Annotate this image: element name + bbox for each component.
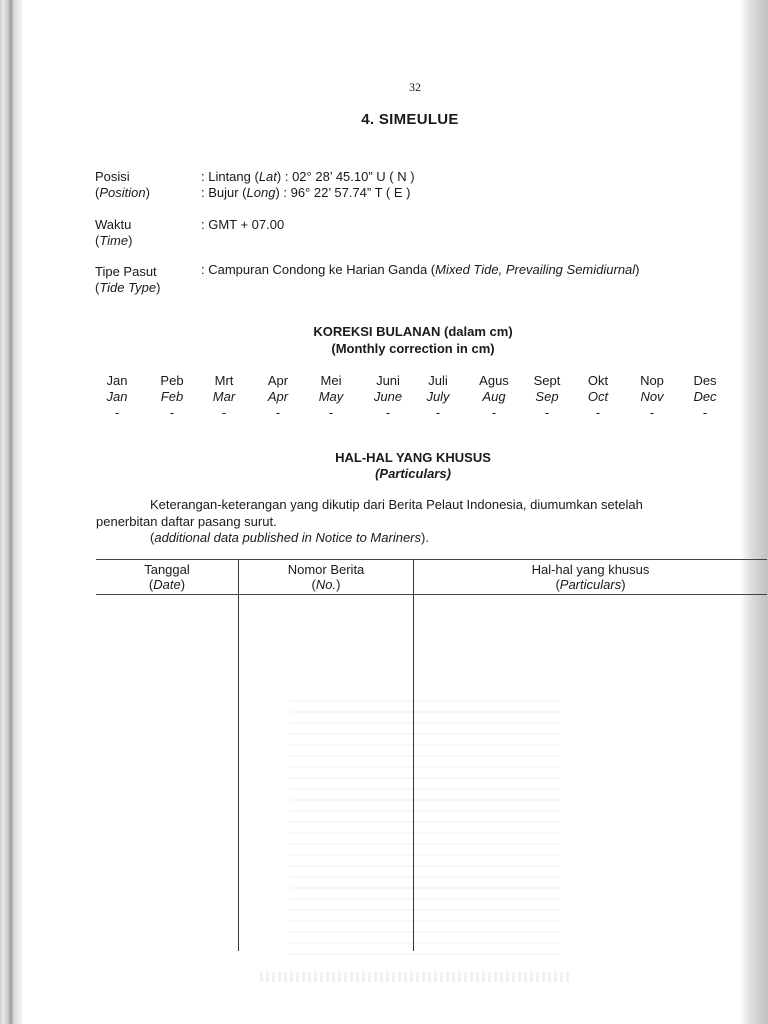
position-label-id: Posisi: [95, 169, 130, 184]
table-header-date: Tanggal (Date): [144, 562, 190, 592]
month-column: [675, 373, 735, 419]
month-name-id: Agus: [479, 373, 509, 388]
particulars-heading: HAL-HAL YANG KHUSUS: [335, 450, 491, 465]
month-correction-value: -: [595, 405, 601, 420]
month-name-id: Jan: [106, 373, 128, 388]
month-correction-value: -: [702, 405, 708, 420]
particulars-paragraph-line1: Keterangan-keterangan yang dikutip dari Berita Pelaut Indonesia, diumumkan setelah: [150, 497, 643, 512]
month-column: [622, 373, 682, 419]
table-header-rule: [96, 594, 767, 595]
time-label-id: Waktu: [95, 217, 132, 232]
tide-type-value: : Campuran Condong ke Harian Ganda (Mixed Tide, Prevailing Semidiurnal): [201, 262, 640, 277]
month-column: [301, 373, 361, 419]
particulars-paragraph-line3: (additional data published in Notice to Mariners).: [150, 530, 429, 545]
month-column: [568, 373, 628, 419]
position-label-en: (Position): [95, 185, 150, 200]
month-correction-value: -: [275, 405, 281, 420]
particulars-subheading: (Particulars): [375, 466, 451, 481]
month-column: [87, 373, 147, 419]
bleed-through-shadow: [290, 700, 560, 960]
table-divider-2: [413, 559, 414, 951]
month-correction-value: -: [544, 405, 550, 420]
month-name-en: Jan: [106, 389, 128, 404]
month-column: [142, 373, 202, 419]
month-name-id: Peb: [160, 373, 184, 388]
particulars-paragraph-line2: penerbitan daftar pasang surut.: [96, 514, 277, 529]
month-name-id: Mrt: [214, 373, 234, 388]
month-correction-value: -: [221, 405, 227, 420]
tide-type-label: [95, 264, 160, 296]
month-name-id: Sept: [533, 373, 561, 388]
page-title: 4. SIMEULUE: [361, 111, 459, 128]
scan-left-edge: [0, 0, 22, 1024]
tide-type-label-id: Tipe Pasut: [95, 264, 157, 279]
month-name-en: Feb: [160, 389, 184, 404]
month-correction-value: -: [169, 405, 175, 420]
month-name-en: Dec: [693, 389, 717, 404]
month-correction-value: -: [435, 405, 441, 420]
position-label: [95, 169, 150, 201]
time-label-en: (Time): [95, 233, 133, 248]
month-name-en: Nov: [640, 389, 664, 404]
month-correction-value: -: [114, 405, 120, 420]
page-number: 32: [409, 80, 421, 94]
latitude-line: : Lintang (Lat) : 02° 28’ 45.10” U ( N ): [201, 169, 415, 184]
scan-right-edge: [740, 0, 768, 1024]
month-correction-value: -: [328, 405, 334, 420]
monthly-correction-heading: KOREKSI BULANAN (dalam cm): [313, 324, 513, 339]
table-header-number: Nomor Berita (No.): [287, 562, 365, 592]
month-name-id: Des: [693, 373, 717, 388]
month-name-en: June: [373, 389, 403, 404]
tide-type-label-en: (Tide Type): [95, 280, 161, 295]
month-name-id: Mei: [320, 373, 342, 388]
bleed-through-footer: [260, 972, 570, 982]
month-column: [408, 373, 468, 419]
month-name-id: Juli: [428, 373, 448, 388]
month-name-id: Juni: [376, 373, 400, 388]
month-column: [194, 373, 254, 419]
month-correction-value: -: [385, 405, 391, 420]
table-top-rule: [96, 559, 767, 560]
month-name-en: July: [426, 389, 450, 404]
month-name-en: Mar: [212, 389, 236, 404]
table-header-particulars: Hal-hal yang khusus (Particulars): [531, 562, 650, 592]
month-column: [464, 373, 524, 419]
position-values: [201, 169, 415, 201]
month-name-en: Oct: [587, 389, 609, 404]
time-value: : GMT + 07.00: [201, 217, 285, 232]
time-label: [95, 217, 132, 249]
month-correction-value: -: [649, 405, 655, 420]
month-column: [248, 373, 308, 419]
month-name-en: Apr: [267, 389, 289, 404]
month-name-en: Sep: [535, 389, 559, 404]
month-correction-value: -: [491, 405, 497, 420]
month-name-en: May: [318, 389, 344, 404]
monthly-correction-subheading: (Monthly correction in cm): [331, 341, 495, 356]
month-name-id: Nop: [640, 373, 664, 388]
table-divider-1: [238, 559, 239, 951]
month-name-id: Okt: [587, 373, 609, 388]
month-name-en: Aug: [482, 389, 506, 404]
longitude-line: : Bujur (Long) : 96° 22’ 57.74” T ( E ): [201, 185, 411, 200]
month-name-id: Apr: [267, 373, 289, 388]
